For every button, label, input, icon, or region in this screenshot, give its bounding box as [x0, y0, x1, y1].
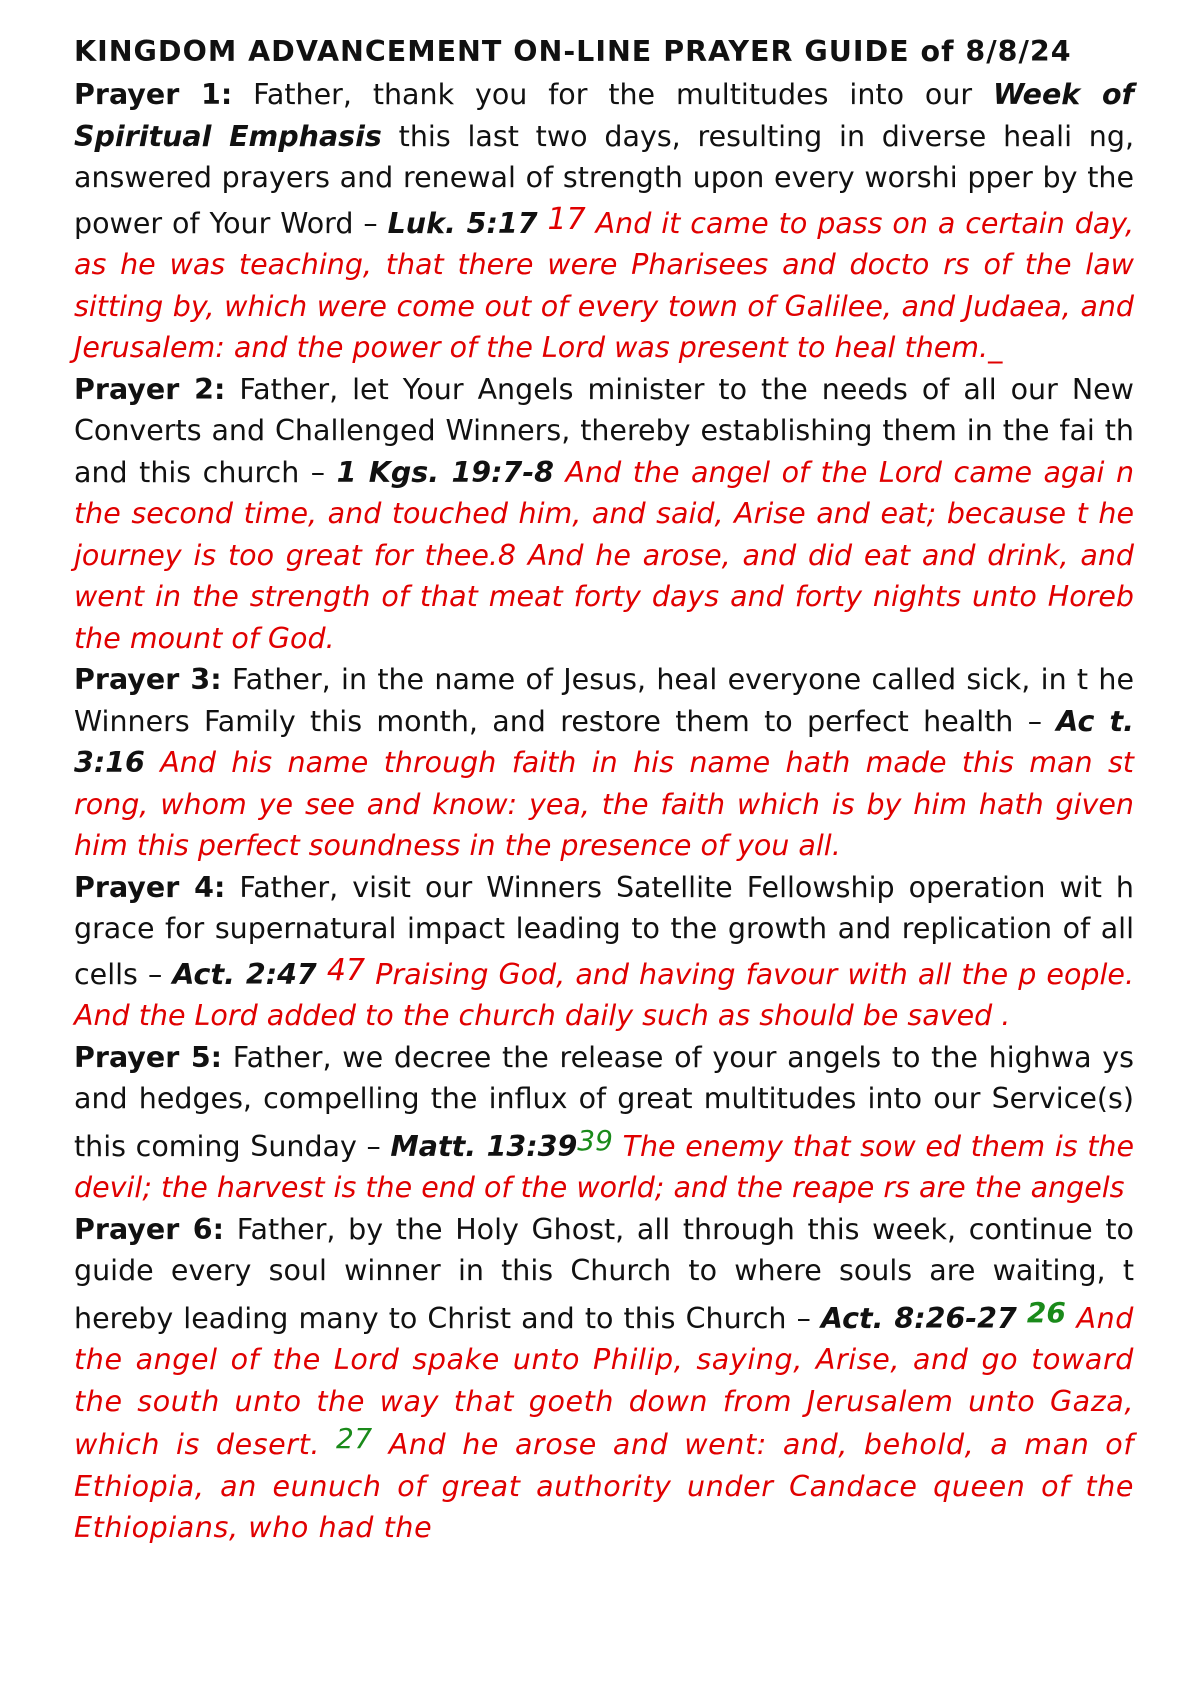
prayer-emphasis: Week of Spiritual Emphasis	[74, 78, 1134, 153]
scripture-verse: And his name through faith in his name hath made this man st rong, whom ye see and know: yea, the faith which is by him hath given him this perfect soundness in the presence of you all.	[74, 746, 1134, 862]
verse-number: 47	[326, 952, 366, 988]
scripture-reference: Act. 8:26-27	[820, 1301, 1017, 1335]
scripture-reference: Ac t. 3:16	[74, 704, 1134, 779]
scripture-verse-continued: And he arose and went: and, behold, a man of Ethiopia, an eunuch of great authority under Candace queen of the Ethiopians, who had the	[74, 1428, 1134, 1544]
prayer-text: Father, visit our Winners Satellite Fellowship operation wit h grace for supernatural impact leading to the growth and replication of all cells –	[74, 870, 1134, 991]
prayer-text-continued: this last two days, resulting in diverse heali ng, answered prayers and renewal of strength upon every worshi pper by the power of Your Word –	[74, 119, 1135, 240]
scripture-verse: And the angel of the Lord spake unto Philip, saying, Arise, and go toward the south unto the way that goeth down from Jerusalem unto Gaza, which is desert.	[74, 1301, 1134, 1461]
prayer-3	[74, 659, 1134, 867]
prayer-label: Prayer 1:	[74, 78, 233, 111]
scripture-reference: 1 Kgs. 19:7-8	[336, 455, 555, 489]
scripture-reference: Act. 2:47	[172, 957, 317, 991]
prayer-6	[74, 1209, 1134, 1549]
scripture-verse: And it came to pass on a certain day, as he was teaching, that there were Pharisees and docto rs of the law sitting by, which were come out of every town of Galilee, and Judaea, and Jerusalem: and the power of the Lord was present to heal them._	[74, 206, 1135, 364]
prayer-label: Prayer 2:	[74, 372, 226, 406]
prayer-1	[74, 74, 1134, 369]
prayer-text: Father, by the Holy Ghost, all through this week, continue to guide every soul winner in this Church to where souls are waiting, t hereby leading many to Christ and to this Church –	[74, 1212, 1134, 1335]
scripture-verse: Praising God, and having favour with all the p eople. And the Lord added to the church daily such as should be saved .	[74, 957, 1135, 1032]
scripture-verse: And the angel of the Lord came agai n the second time, and touched him, and said, Arise and eat; because t he journey is too great for thee.8 And he arose, and did eat and drink, and went in the strength of that meat forty days and forty nights unto Horeb the mount of God.	[74, 455, 1135, 655]
prayer-label: Prayer 4:	[74, 870, 226, 904]
prayer-text: Father, thank you for the multitudes into our	[232, 78, 994, 111]
scripture-reference: Luk. 5:17	[387, 206, 538, 240]
verse-number: 39	[577, 1123, 613, 1157]
document-title: KINGDOM ADVANCEMENT ON-LINE PRAYER GUIDE of 8/8/24	[74, 35, 1072, 68]
prayer-2	[74, 369, 1134, 660]
verse-number: 26	[1026, 1295, 1066, 1329]
verse-number: 17	[547, 201, 586, 237]
prayer-5	[74, 1037, 1134, 1209]
prayer-label: Prayer 5:	[74, 1040, 223, 1074]
scripture-verse: The enemy that sow ed them is the devil; the harvest is the end of the world; and the reape rs are the angels	[74, 1129, 1134, 1204]
prayer-text: Father, in the name of Jesus, heal everyone called sick, in t he Winners Family this month, and restore them to perfect health –	[74, 663, 1134, 738]
prayer-label: Prayer 6:	[74, 1212, 225, 1246]
prayer-text: Father, let Your Angels minister to the needs of all our New Converts and Challenged Winners, thereby establishing them in the fai th and this church –	[74, 372, 1134, 489]
verse-number: 27	[336, 1422, 373, 1455]
prayer-guide-body	[74, 34, 1134, 1549]
scripture-reference: Matt. 13:39	[390, 1129, 578, 1163]
prayer-4	[74, 867, 1134, 1037]
prayer-text: Father, we decree the release of your angels to the highwa ys and hedges, compelling the influx of great multitudes into our Service(s) this coming Sunday –	[74, 1040, 1134, 1163]
prayer-label: Prayer 3:	[74, 663, 222, 696]
